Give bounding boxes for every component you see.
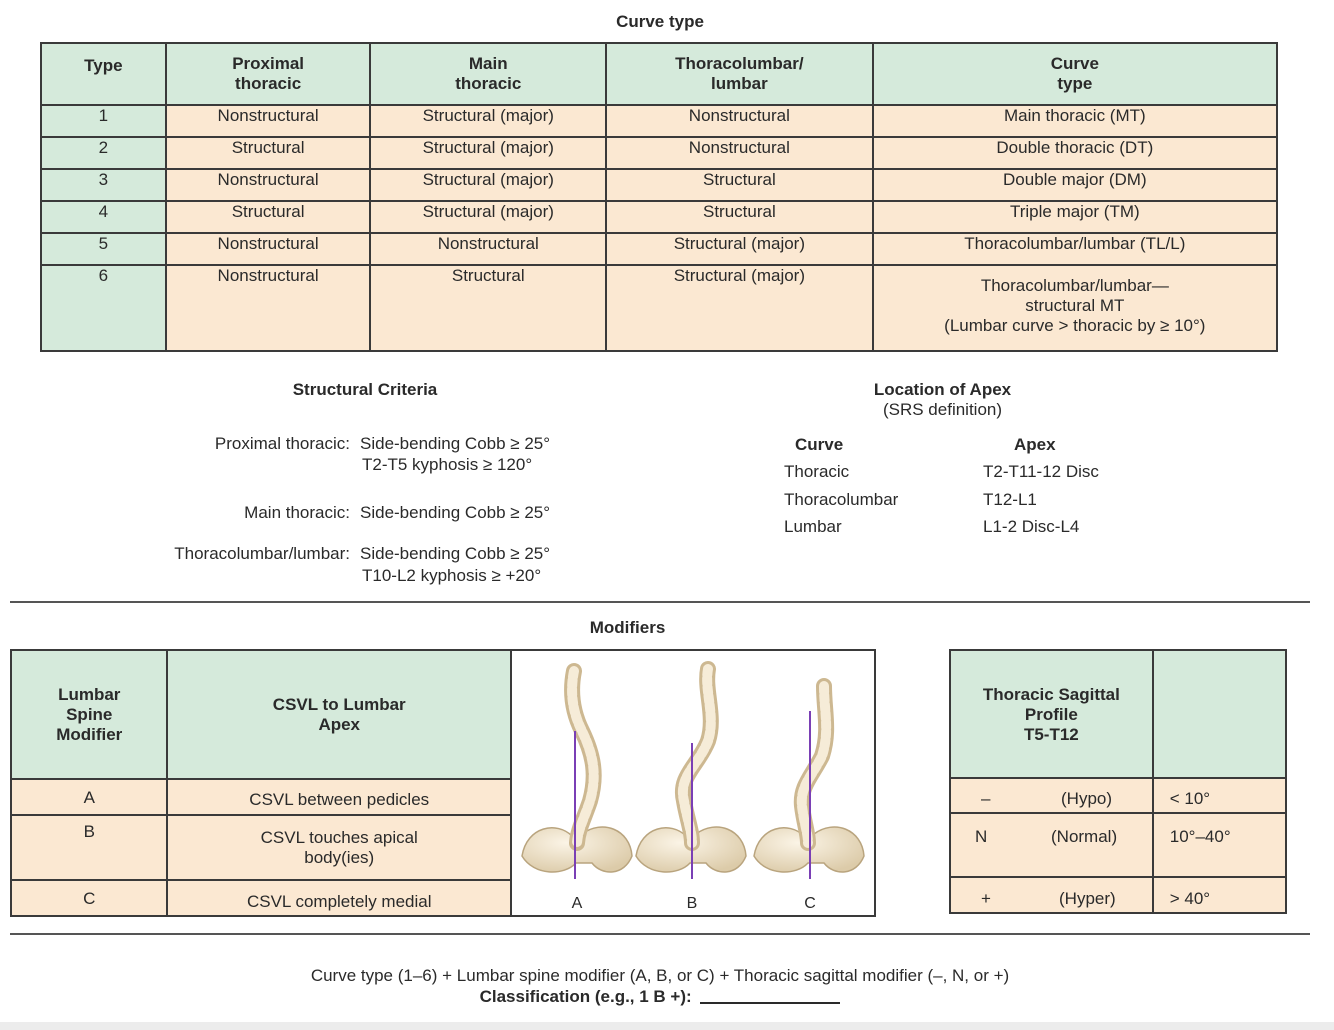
type-cell: 5 — [41, 233, 166, 265]
table-row — [41, 201, 1277, 233]
classification-label: Classification (e.g., 1 B +): — [479, 987, 692, 1006]
table-cell: Structural — [370, 265, 606, 351]
table-cell: Structural (major) — [370, 137, 606, 169]
table-cell: Structural (major) — [370, 169, 606, 201]
table-cell: Structural (major) — [606, 265, 873, 351]
table-cell: Structural (major) — [370, 105, 606, 137]
sagittal-header: Thoracic Sagittal Profile T5-T12 — [950, 650, 1153, 778]
apex-value-lumbar: L1-2 Disc-L4 — [983, 517, 1080, 536]
sagittal-name: (Normal) — [1051, 827, 1118, 846]
sagittal-range: 10°–40° — [1153, 813, 1286, 877]
curve-type-table — [40, 42, 1278, 352]
sagittal-hyper — [950, 877, 1153, 913]
criteria-value-thoracolumbar-1: Side-bending Cobb ≥ 25° — [360, 544, 551, 563]
spine-label-a: A — [571, 895, 583, 912]
spine-c-figure — [754, 686, 864, 879]
table-cell: Triple major (TM) — [873, 201, 1277, 233]
type-cell: 3 — [41, 169, 166, 201]
criteria-value-main-1: Side-bending Cobb ≥ 25° — [360, 503, 551, 522]
table-row — [41, 137, 1277, 169]
divider-bottom — [10, 933, 1310, 935]
sagittal-range: > 40° — [1153, 877, 1286, 913]
csvl-desc-c: CSVL completely medial — [167, 880, 511, 916]
spine-label-c: C — [804, 895, 816, 912]
csvl-desc-b: CSVL touches apical body(ies) — [167, 815, 511, 880]
table-row — [41, 169, 1277, 201]
curve-type-header-row — [41, 43, 1277, 105]
apex-subtitle: (SRS definition) — [882, 400, 1003, 419]
spine-illustration — [512, 651, 874, 915]
criteria-value-proximal-1: Side-bending Cobb ≥ 25° — [360, 434, 551, 453]
table-cell: Structural — [606, 201, 873, 233]
type-cell: 1 — [41, 105, 166, 137]
spine-illustration-cell — [511, 650, 875, 916]
table-row — [950, 813, 1286, 877]
table-row — [950, 778, 1286, 813]
table-cell: Nonstructural — [166, 265, 371, 351]
table-cell: Nonstructural — [370, 233, 606, 265]
apex-curve-thoracolumbar: Thoracolumbar — [784, 490, 899, 509]
sagittal-name: (Hyper) — [1059, 889, 1116, 908]
table-cell: Double thoracic (DT) — [873, 137, 1277, 169]
header-proximal-thoracic: Proximal thoracic — [166, 43, 371, 105]
sagittal-normal — [950, 813, 1153, 877]
table-cell: Nonstructural — [606, 137, 873, 169]
sagittal-symbol: N — [975, 827, 988, 846]
lumbar-modifier-table — [10, 649, 876, 917]
sagittal-hypo — [950, 778, 1153, 813]
lumbar-mod-c: C — [11, 880, 167, 916]
curve-type-title: Curve type — [616, 12, 704, 31]
criteria-label-proximal: Proximal thoracic: — [214, 434, 350, 453]
header-thoracolumbar-lumbar: Thoracolumbar/ lumbar — [606, 43, 873, 105]
classification-blank[interactable] — [700, 1002, 840, 1004]
header-type: Type — [41, 43, 166, 105]
table-row — [41, 233, 1277, 265]
criteria-value-proximal-2: T2-T5 kyphosis ≥ 120° — [362, 455, 533, 474]
table-row — [41, 105, 1277, 137]
spine-b-figure — [636, 669, 746, 879]
divider-top — [10, 601, 1310, 603]
sagittal-range-header — [1153, 650, 1286, 778]
header-curve-type: Curve type — [873, 43, 1277, 105]
spine-label-b: B — [686, 895, 698, 912]
apex-curve-thoracic: Thoracic — [784, 462, 850, 481]
lumbar-mod-b: B — [11, 815, 167, 880]
sagittal-symbol: + — [981, 889, 991, 908]
table-cell: Nonstructural — [166, 105, 371, 137]
table-cell: Nonstructural — [166, 169, 371, 201]
csvl-desc-a: CSVL between pedicles — [167, 779, 511, 814]
spine-a-figure — [522, 671, 632, 879]
lumbar-spine-modifier-header: Lumbar Spine Modifier — [11, 650, 167, 779]
bottom-strip — [0, 1022, 1334, 1030]
apex-value-thoracolumbar: T12-L1 — [983, 490, 1037, 509]
table-cell: Nonstructural — [606, 105, 873, 137]
table-cell: Structural (major) — [606, 233, 873, 265]
sagittal-range: < 10° — [1153, 778, 1286, 813]
table-cell: Nonstructural — [166, 233, 371, 265]
table-cell: Structural — [166, 137, 371, 169]
table-cell: Thoracolumbar/lumbar (TL/L) — [873, 233, 1277, 265]
table-row — [950, 877, 1286, 913]
sagittal-name: (Hypo) — [1061, 789, 1113, 808]
table-cell: Double major (DM) — [873, 169, 1277, 201]
type-cell: 4 — [41, 201, 166, 233]
apex-col-curve: Curve — [795, 435, 844, 454]
table-cell: Main thoracic (MT) — [873, 105, 1277, 137]
type-cell: 6 — [41, 265, 166, 351]
classification-line — [0, 987, 1320, 1007]
csvl-header: CSVL to Lumbar Apex — [167, 650, 511, 779]
classification-formula: Curve type (1–6) + Lumbar spine modifier (A, B, or C) + Thoracic sagittal modifier (–, N, or +) — [310, 966, 1010, 985]
header-main-thoracic: Main thoracic — [370, 43, 606, 105]
modifiers-title: Modifiers — [589, 618, 666, 637]
apex-value-thoracic: T2-T11-12 Disc — [983, 462, 1099, 481]
table-cell: Structural — [606, 169, 873, 201]
table-cell: Structural — [166, 201, 371, 233]
table-row — [41, 265, 1277, 351]
type-cell: 2 — [41, 137, 166, 169]
lumbar-mod-a: A — [11, 779, 167, 814]
criteria-value-thoracolumbar-2: T10-L2 kyphosis ≥ +20° — [362, 566, 542, 585]
structural-criteria-title: Structural Criteria — [292, 380, 438, 399]
sagittal-profile-table — [949, 649, 1287, 914]
apex-title: Location of Apex — [873, 380, 1012, 399]
sagittal-symbol: – — [981, 789, 991, 808]
criteria-label-thoracolumbar: Thoracolumbar/lumbar: — [174, 544, 350, 563]
apex-col-apex: Apex — [1014, 435, 1056, 454]
apex-curve-lumbar: Lumbar — [784, 517, 842, 536]
criteria-label-main: Main thoracic: — [244, 503, 350, 522]
table-cell: Structural (major) — [370, 201, 606, 233]
table-cell: Thoracolumbar/lumbar— structural MT (Lumbar curve > thoracic by ≥ 10°) — [873, 265, 1277, 351]
